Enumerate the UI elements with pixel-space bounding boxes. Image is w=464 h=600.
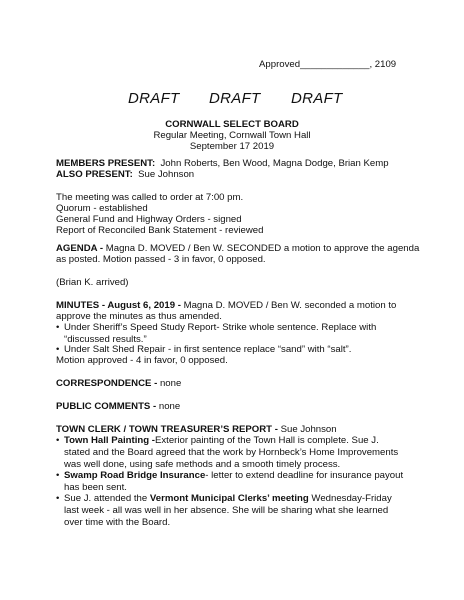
also-present xyxy=(56,169,194,181)
bullet-icon: • xyxy=(56,435,60,446)
clerk-item-text xyxy=(64,493,404,529)
clerk-item-body: Wednesday-Friday last week - all was well in her absence. She will be sharing what she learned over time with the Board. xyxy=(64,493,392,528)
approved-line xyxy=(259,59,396,70)
opening-line: Quorum - established xyxy=(56,203,148,214)
clerk-item-bold: Town Hall Painting - xyxy=(64,435,155,446)
clerk-item-text xyxy=(64,470,404,494)
members-present-names: John Roberts, Ben Wood, Magna Dodge, Brian Kemp xyxy=(160,158,389,169)
minutes-bullet-text: Under Sheriff’s Speed Study Report- Strike whole sentence. Replace with “discussed results.” xyxy=(64,322,377,345)
correspondence-value: none xyxy=(159,378,182,389)
opening-line: Report of Reconciled Bank Statement - reviewed xyxy=(56,225,264,236)
members-present-label: MEMBERS PRESENT: xyxy=(56,158,156,169)
public-comments-value: none xyxy=(158,401,181,412)
bullet-icon: • xyxy=(56,493,60,504)
clerk-label: TOWN CLERK / TOWN TREASURER’S REPORT - xyxy=(56,424,278,435)
minutes-motion: Motion approved - 4 in favor, 0 opposed. xyxy=(56,355,228,366)
approved-blank: _____________ xyxy=(300,59,370,70)
also-present-label: ALSO PRESENT: xyxy=(56,169,133,180)
clerk-name: Sue Johnson xyxy=(280,424,337,435)
agenda-label: AGENDA - xyxy=(56,243,104,254)
agenda-line-2: as posted. Motion passed - 3 in favor, 0 opposed. xyxy=(56,254,266,265)
clerk-item-bold: Swamp Road Bridge Insurance xyxy=(64,470,206,481)
opening-line: General Fund and Highway Orders - signed xyxy=(56,214,242,225)
bullet-icon: • xyxy=(56,344,60,355)
draft-label: DRAFT xyxy=(209,90,261,107)
correspondence-line xyxy=(56,378,181,390)
minutes-line-2: approve the minutes as thus amended. xyxy=(56,311,222,322)
also-present-names: Sue Johnson xyxy=(138,169,195,180)
clerk-item-body: Exterior painting of the Town Hall is complete. Sue J. stated and the Board agreed that the work by Hornbeck’s Home Improvements was well done, using safe methods and a smooth timely process. xyxy=(64,435,399,470)
draft-label: DRAFT xyxy=(291,90,343,107)
board-title: CORNWALL SELECT BOARD xyxy=(165,119,299,130)
bullet-icon: • xyxy=(56,322,60,333)
opening-line: The meeting was called to order at 7:00 pm. xyxy=(56,192,244,203)
agenda-text: Magna D. MOVED / Ben W. SECONDED a motion to approve the agenda xyxy=(105,243,420,254)
clerk-item-body: - letter to extend deadline for insurance payout has been sent. xyxy=(64,470,404,493)
arrival-note: (Brian K. arrived) xyxy=(56,277,129,288)
clerk-item-pre: Sue J. attended the xyxy=(64,493,150,504)
draft-label: DRAFT xyxy=(128,90,180,107)
meeting-date: September 17 2019 xyxy=(189,141,275,152)
public-comments-label: PUBLIC COMMENTS - xyxy=(56,401,157,412)
minutes-bullet-text: Under Salt Shed Repair - in first sentence replace “sand” with “salt”. xyxy=(64,344,352,355)
clerk-item-bold: Vermont Municipal Clerks’ meeting xyxy=(149,493,309,504)
correspondence-label: CORRESPONDENCE - xyxy=(56,378,158,389)
minutes-text: Magna D. MOVED / Ben W. seconded a motion to xyxy=(183,300,397,311)
approved-suffix: , 2109 xyxy=(369,59,397,70)
clerk-item-text xyxy=(64,435,404,471)
meeting-title: Regular Meeting, Cornwall Town Hall xyxy=(153,130,311,141)
public-comments-line xyxy=(56,401,180,413)
approved-label: Approved xyxy=(259,59,301,70)
bullet-icon: • xyxy=(56,470,60,481)
minutes-label: MINUTES - August 6, 2019 - xyxy=(56,300,181,311)
